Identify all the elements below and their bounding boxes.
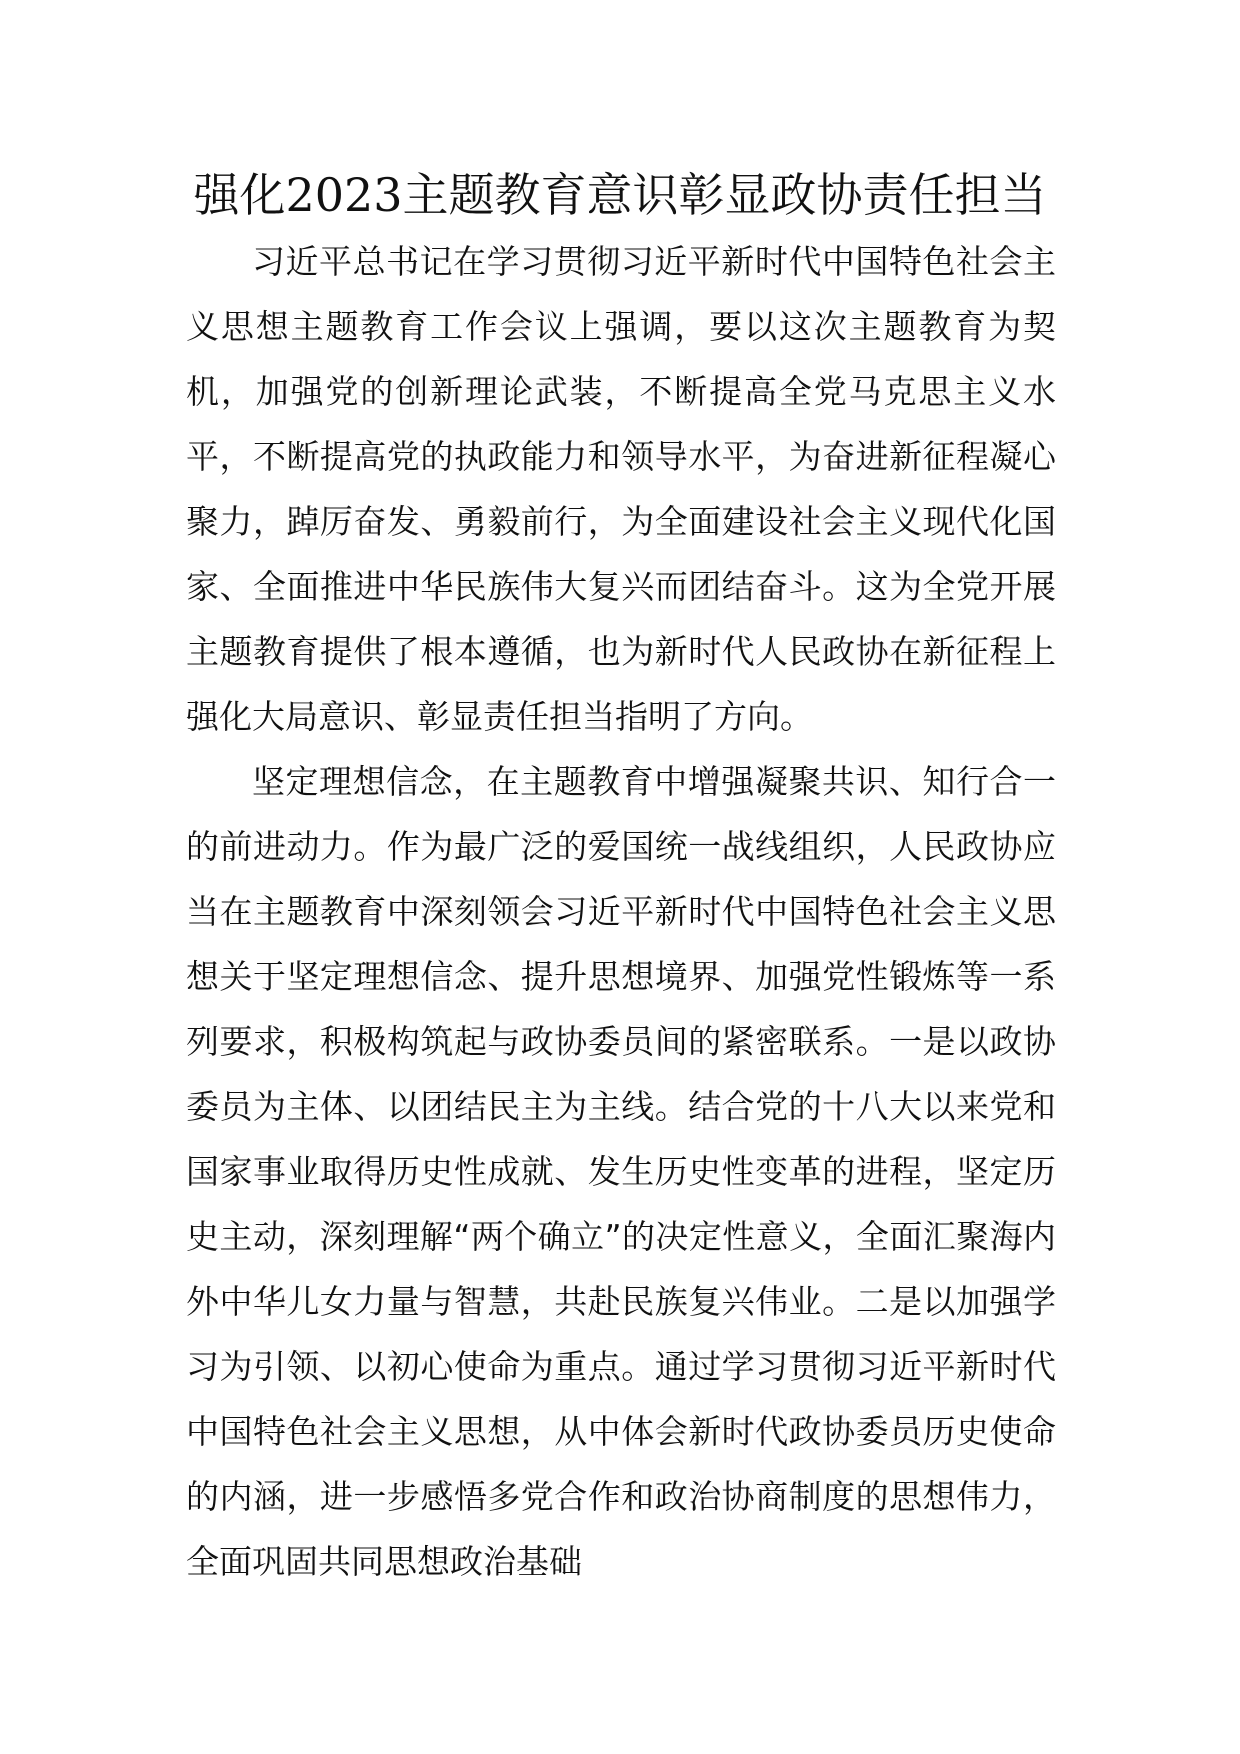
document-title: 强化2023主题教育意识彰显政协责任担当: [193, 168, 1047, 222]
document-body: [186, 229, 1056, 1594]
paragraph-intro: 习近平总书记在学习贯彻习近平新时代中国特色社会主义思想主题教育工作会议上强调，要以这次主题教育为契机，加强党的创新理论武装，不断提高全党马克思主义水平，不断提高党的执政能力和领导水平，为奋进新征程凝心聚力，踔厉奋发、勇毅前行，为全面建设社会主义现代化国家、全面推进中华民族伟大复兴而团结奋斗。这为全党开展主题教育提供了根本遵循，也为新时代人民政协在新征程上强化大局意识、彰显责任担当指明了方向。: [186, 242, 1056, 736]
paragraph-ideals: 坚定理想信念，在主题教育中增强凝聚共识、知行合一的前进动力。作为最广泛的爱国统一战线组织，人民政协应当在主题教育中深刻领会习近平新时代中国特色社会主义思想关于坚定理想信念、提升思想境界、加强党性锻炼等一系列要求，积极构筑起与政协委员间的紧密联系。一是以政协委员为主体、以团结民主为主线。结合党的十八大以来党和国家事业取得历史性成就、发生历史性变革的进程，坚定历史主动，深刻理解“两个确立”的决定性意义，全面汇聚海内外中华儿女力量与智慧，共赴民族复兴伟业。二是以加强学习为引领、以初心使命为重点。通过学习贯彻习近平新时代中国特色社会主义思想，从中体会新时代政协委员历史使命的内涵，进一步感悟多党合作和政治协商制度的思想伟力，全面巩固共同思想政治基础: [186, 762, 1056, 1581]
